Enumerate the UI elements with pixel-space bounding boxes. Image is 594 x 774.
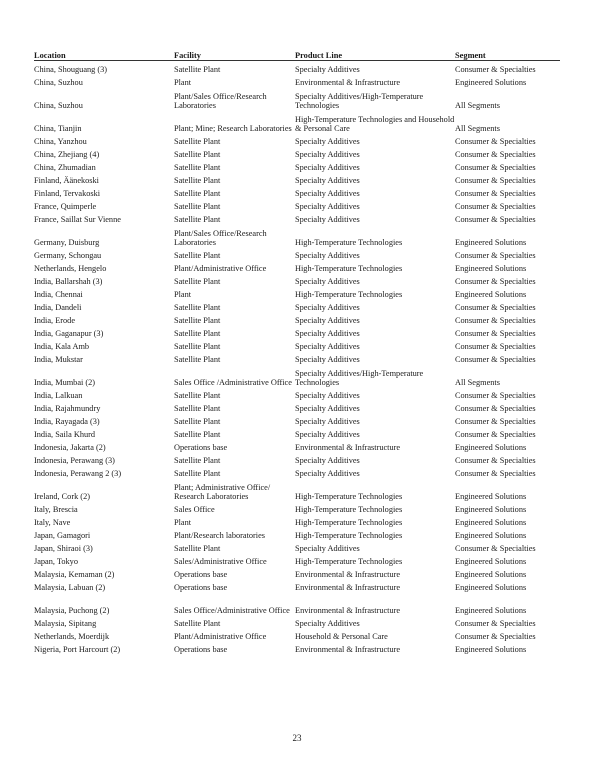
cell-facility: Plant; Mine; Research Laboratories xyxy=(174,123,292,133)
table-row xyxy=(34,74,560,87)
cell-location: Nigeria, Port Harcourt (2) xyxy=(34,644,121,654)
table-row xyxy=(34,312,560,325)
cell-location: India, Dandeli xyxy=(34,302,82,312)
cell-segment: Engineered Solutions xyxy=(455,442,527,452)
cell-location: China, Zhejiang (4) xyxy=(34,149,100,159)
cell-facility: Satellite Plant xyxy=(174,162,221,172)
cell-segment: Consumer & Specialties xyxy=(455,201,536,211)
cell-facility: Satellite Plant xyxy=(174,416,221,426)
cell-location: India, Gaganapur (3) xyxy=(34,328,104,338)
table-row xyxy=(34,553,560,566)
cell-location: India, Kala Amb xyxy=(34,341,90,351)
cell-facility: Satellite Plant xyxy=(174,618,221,628)
cell-location: India, Rajahmundry xyxy=(34,403,101,413)
cell-product-line: Specialty Additives/High-Temperature Technologies xyxy=(295,368,424,387)
facilities-table xyxy=(34,49,560,654)
cell-location: Italy, Brescia xyxy=(34,504,78,514)
cell-product-line: Specialty Additives xyxy=(295,455,360,465)
cell-product-line: High-Temperature Technologies and Household & Personal Care xyxy=(295,114,455,133)
table-row xyxy=(34,628,560,641)
cell-facility: Plant xyxy=(174,77,192,87)
cell-product-line: Specialty Additives xyxy=(295,276,360,286)
cell-product-line: Specialty Additives xyxy=(295,214,360,224)
cell-location: Indonesia, Perawang 2 (3) xyxy=(34,468,122,478)
table-row xyxy=(34,211,560,224)
cell-location: Japan, Tokyo xyxy=(34,556,78,566)
cell-product-line: Specialty Additives xyxy=(295,403,360,413)
cell-segment: Consumer & Specialties xyxy=(455,455,536,465)
table-row xyxy=(34,527,560,540)
cell-location: Finland, Tervakoski xyxy=(34,188,101,198)
cell-facility: Satellite Plant xyxy=(174,429,221,439)
table-row xyxy=(34,387,560,400)
cell-segment: Consumer & Specialties xyxy=(455,403,536,413)
cell-product-line: Specialty Additives xyxy=(295,429,360,439)
table-row xyxy=(34,247,560,260)
table-row xyxy=(34,478,560,501)
table-row xyxy=(34,325,560,338)
cell-segment: Engineered Solutions xyxy=(455,530,527,540)
table-row xyxy=(34,87,560,110)
cell-segment: Consumer & Specialties xyxy=(455,429,536,439)
cell-location: China, Shouguang (3) xyxy=(34,64,108,74)
cell-segment: Engineered Solutions xyxy=(455,569,527,579)
table-row xyxy=(34,110,560,133)
cell-segment: Consumer & Specialties xyxy=(455,175,536,185)
table-body xyxy=(34,61,560,655)
cell-product-line: Specialty Additives xyxy=(295,175,360,185)
cell-product-line: Specialty Additives xyxy=(295,468,360,478)
cell-segment: Consumer & Specialties xyxy=(455,188,536,198)
table-row xyxy=(34,146,560,159)
cell-segment: Engineered Solutions xyxy=(455,605,527,615)
cell-product-line: High-Temperature Technologies xyxy=(295,530,403,540)
cell-facility: Satellite Plant xyxy=(174,468,221,478)
cell-segment: Consumer & Specialties xyxy=(455,631,536,641)
cell-location: India, Chennai xyxy=(34,289,83,299)
cell-segment: Engineered Solutions xyxy=(455,237,527,247)
cell-segment: Engineered Solutions xyxy=(455,644,527,654)
cell-product-line: Specialty Additives xyxy=(295,315,360,325)
cell-segment: Consumer & Specialties xyxy=(455,468,536,478)
cell-facility: Operations base xyxy=(174,442,228,452)
cell-facility: Plant; Administrative Office/ Research Laboratories xyxy=(174,482,271,501)
table-row xyxy=(34,286,560,299)
table-row xyxy=(34,273,560,286)
cell-location: Malaysia, Puchong (2) xyxy=(34,605,110,615)
table-row xyxy=(34,400,560,413)
cell-product-line: Specialty Additives xyxy=(295,390,360,400)
cell-product-line: Specialty Additives xyxy=(295,341,360,351)
table-row xyxy=(34,198,560,211)
table-row xyxy=(34,338,560,351)
cell-product-line: Specialty Additives/High-Temperature Technologies xyxy=(295,91,424,110)
cell-product-line: Specialty Additives xyxy=(295,64,360,74)
cell-facility: Plant/Sales Office/Research Laboratories xyxy=(174,228,267,247)
cell-product-line: Specialty Additives xyxy=(295,149,360,159)
cell-facility: Satellite Plant xyxy=(174,64,221,74)
cell-product-line: High-Temperature Technologies xyxy=(295,556,403,566)
cell-location: Germany, Schongau xyxy=(34,250,102,260)
cell-segment: Engineered Solutions xyxy=(455,517,527,527)
cell-location: China, Suzhou xyxy=(34,77,83,87)
table-row xyxy=(34,615,560,628)
cell-product-line: High-Temperature Technologies xyxy=(295,237,403,247)
table-row xyxy=(34,501,560,514)
header-product-line: Product Line xyxy=(295,49,455,61)
table-row xyxy=(34,540,560,553)
cell-facility: Plant xyxy=(174,517,192,527)
cell-facility: Plant/Administrative Office xyxy=(174,631,267,641)
cell-location: Germany, Duisburg xyxy=(34,237,100,247)
cell-segment: Engineered Solutions xyxy=(455,77,527,87)
table-row xyxy=(34,260,560,273)
cell-facility: Satellite Plant xyxy=(174,543,221,553)
cell-location: Italy, Nave xyxy=(34,517,71,527)
cell-facility: Satellite Plant xyxy=(174,250,221,260)
cell-location: Malaysia, Kemaman (2) xyxy=(34,569,115,579)
cell-segment: Engineered Solutions xyxy=(455,504,527,514)
table-row xyxy=(34,351,560,364)
cell-location: Japan, Gamagori xyxy=(34,530,91,540)
table-row xyxy=(34,133,560,146)
cell-segment: Consumer & Specialties xyxy=(455,136,536,146)
table-row xyxy=(34,185,560,198)
cell-facility: Satellite Plant xyxy=(174,175,221,185)
cell-location: India, Lalkuan xyxy=(34,390,83,400)
table-row xyxy=(34,452,560,465)
cell-facility: Satellite Plant xyxy=(174,201,221,211)
table-row xyxy=(34,592,560,615)
cell-segment: All Segments xyxy=(455,377,500,387)
cell-segment: All Segments xyxy=(455,123,500,133)
cell-location: India, Erode xyxy=(34,315,76,325)
cell-product-line: Specialty Additives xyxy=(295,201,360,211)
cell-product-line: Environmental & Infrastructure xyxy=(295,569,401,579)
table-row xyxy=(34,566,560,579)
cell-facility: Satellite Plant xyxy=(174,149,221,159)
cell-location: France, Saillat Sur Vienne xyxy=(34,214,121,224)
cell-facility: Satellite Plant xyxy=(174,455,221,465)
table-row xyxy=(34,172,560,185)
cell-facility: Sales Office xyxy=(174,504,215,514)
table-row xyxy=(34,413,560,426)
cell-facility: Plant/Research laboratories xyxy=(174,530,266,540)
cell-segment: Engineered Solutions xyxy=(455,263,527,273)
cell-facility: Satellite Plant xyxy=(174,341,221,351)
cell-product-line: Specialty Additives xyxy=(295,328,360,338)
cell-product-line: High-Temperature Technologies xyxy=(295,491,403,501)
table-row xyxy=(34,641,560,654)
cell-location: Malaysia, Sipitang xyxy=(34,618,97,628)
cell-segment: Consumer & Specialties xyxy=(455,416,536,426)
cell-location: Japan, Shiraoi (3) xyxy=(34,543,93,553)
cell-facility: Satellite Plant xyxy=(174,390,221,400)
cell-facility: Sales/Administrative Office xyxy=(174,556,267,566)
cell-facility: Satellite Plant xyxy=(174,354,221,364)
cell-product-line: Household & Personal Care xyxy=(295,631,388,641)
cell-location: Ireland, Cork (2) xyxy=(34,491,90,501)
cell-location: India, Ballarshah (3) xyxy=(34,276,103,286)
cell-product-line: High-Temperature Technologies xyxy=(295,517,403,527)
cell-segment: Consumer & Specialties xyxy=(455,214,536,224)
cell-product-line: Specialty Additives xyxy=(295,136,360,146)
table-row xyxy=(34,159,560,172)
cell-facility: Sales Office/Administrative Office xyxy=(174,605,290,615)
cell-location: Netherlands, Moerdijk xyxy=(34,631,110,641)
header-facility: Facility xyxy=(174,49,295,61)
table-row xyxy=(34,61,560,75)
cell-product-line: High-Temperature Technologies xyxy=(295,263,403,273)
cell-segment: Consumer & Specialties xyxy=(455,543,536,553)
table-header-row xyxy=(34,49,560,61)
cell-facility: Satellite Plant xyxy=(174,302,221,312)
cell-location: India, Mumbai (2) xyxy=(34,377,96,387)
cell-segment: Consumer & Specialties xyxy=(455,341,536,351)
cell-segment: All Segments xyxy=(455,100,500,110)
table-row xyxy=(34,514,560,527)
cell-segment: Consumer & Specialties xyxy=(455,250,536,260)
cell-segment: Consumer & Specialties xyxy=(455,315,536,325)
cell-product-line: Environmental & Infrastructure xyxy=(295,442,401,452)
cell-segment: Engineered Solutions xyxy=(455,491,527,501)
cell-segment: Engineered Solutions xyxy=(455,289,527,299)
table-row xyxy=(34,579,560,592)
table-row xyxy=(34,224,560,247)
cell-location: France, Quimperle xyxy=(34,201,97,211)
cell-product-line: Specialty Additives xyxy=(295,302,360,312)
cell-location: India, Rayagada (3) xyxy=(34,416,100,426)
cell-location: China, Yanzhou xyxy=(34,136,87,146)
cell-location: China, Zhumadian xyxy=(34,162,96,172)
cell-facility: Satellite Plant xyxy=(174,214,221,224)
cell-facility: Satellite Plant xyxy=(174,276,221,286)
cell-segment: Consumer & Specialties xyxy=(455,162,536,172)
cell-segment: Consumer & Specialties xyxy=(455,276,536,286)
cell-product-line: Specialty Additives xyxy=(295,416,360,426)
cell-product-line: Specialty Additives xyxy=(295,618,360,628)
cell-facility: Operations base xyxy=(174,582,228,592)
cell-segment: Consumer & Specialties xyxy=(455,328,536,338)
cell-product-line: Specialty Additives xyxy=(295,250,360,260)
cell-facility: Operations base xyxy=(174,569,228,579)
table-row xyxy=(34,364,560,387)
cell-segment: Consumer & Specialties xyxy=(455,390,536,400)
cell-product-line: Specialty Additives xyxy=(295,162,360,172)
cell-product-line: Specialty Additives xyxy=(295,543,360,553)
cell-product-line: High-Temperature Technologies xyxy=(295,504,403,514)
cell-product-line: Environmental & Infrastructure xyxy=(295,644,401,654)
page-number: 23 xyxy=(292,733,302,743)
cell-location: Indonesia, Perawang (3) xyxy=(34,455,115,465)
cell-facility: Satellite Plant xyxy=(174,328,221,338)
table-row xyxy=(34,299,560,312)
cell-location: Malaysia, Labuan (2) xyxy=(34,582,106,592)
table-row xyxy=(34,439,560,452)
cell-facility: Satellite Plant xyxy=(174,188,221,198)
cell-product-line: Environmental & Infrastructure xyxy=(295,582,401,592)
cell-facility: Operations base xyxy=(174,644,228,654)
cell-facility: Plant/Sales Office/Research Laboratories xyxy=(174,91,267,110)
cell-product-line: Environmental & Infrastructure xyxy=(295,77,401,87)
cell-facility: Sales Office /Administrative Office xyxy=(174,377,292,387)
cell-facility: Plant xyxy=(174,289,192,299)
cell-location: Finland, Äänekoski xyxy=(34,175,99,185)
cell-product-line: Environmental & Infrastructure xyxy=(295,605,401,615)
cell-segment: Consumer & Specialties xyxy=(455,302,536,312)
table-row xyxy=(34,465,560,478)
cell-facility: Satellite Plant xyxy=(174,136,221,146)
cell-segment: Engineered Solutions xyxy=(455,582,527,592)
cell-facility: Plant/Administrative Office xyxy=(174,263,267,273)
header-location: Location xyxy=(34,49,174,61)
cell-segment: Consumer & Specialties xyxy=(455,354,536,364)
cell-location: India, Saila Khurd xyxy=(34,429,96,439)
cell-facility: Satellite Plant xyxy=(174,315,221,325)
cell-product-line: Specialty Additives xyxy=(295,188,360,198)
table-row xyxy=(34,426,560,439)
cell-segment: Consumer & Specialties xyxy=(455,149,536,159)
cell-location: Indonesia, Jakarta (2) xyxy=(34,442,106,452)
cell-location: China, Tianjin xyxy=(34,123,82,133)
cell-segment: Consumer & Specialties xyxy=(455,618,536,628)
cell-segment: Engineered Solutions xyxy=(455,556,527,566)
cell-location: India, Mukstar xyxy=(34,354,83,364)
cell-location: China, Suzhou xyxy=(34,100,83,110)
cell-segment: Consumer & Specialties xyxy=(455,64,536,74)
cell-location: Netherlands, Hengelo xyxy=(34,263,107,273)
cell-facility: Satellite Plant xyxy=(174,403,221,413)
cell-product-line: Specialty Additives xyxy=(295,354,360,364)
header-segment: Segment xyxy=(455,49,560,61)
cell-product-line: High-Temperature Technologies xyxy=(295,289,403,299)
